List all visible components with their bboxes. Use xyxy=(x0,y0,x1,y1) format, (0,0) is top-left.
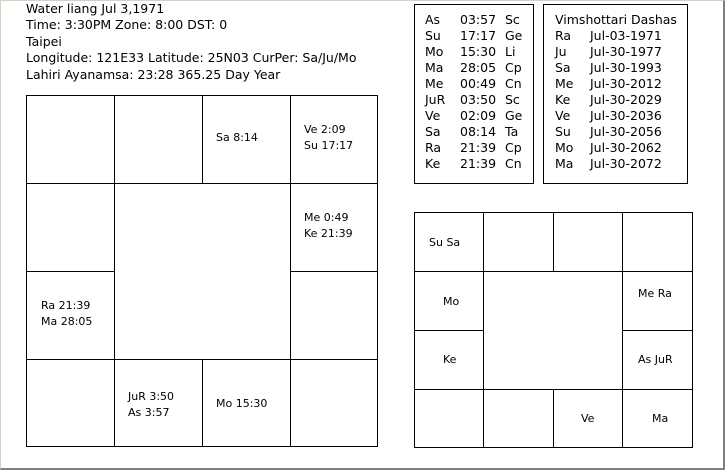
dasha-date: Jul-30-2029 xyxy=(590,92,662,107)
navamsa-cell-aries xyxy=(483,212,554,272)
planet-name: Me xyxy=(425,76,444,91)
planet-sign: Sc xyxy=(505,12,520,27)
navamsa-su-sa: Su Sa xyxy=(429,236,461,249)
dasha-lord: Ju xyxy=(555,44,567,59)
dasha-lord: Ve xyxy=(555,108,571,123)
navamsa-cell-leo xyxy=(622,330,693,390)
rasi-sa: Sa 8:14 xyxy=(216,131,258,144)
dashas-title: Vimshottari Dashas xyxy=(555,12,677,27)
planet-sign: Li xyxy=(505,44,516,59)
planet-row xyxy=(425,60,530,76)
dasha-row xyxy=(555,156,685,172)
planet-name: Sa xyxy=(425,124,441,139)
navamsa-center xyxy=(483,271,623,390)
planet-name: JuR xyxy=(425,92,446,107)
birth-place: Taipei xyxy=(26,34,62,49)
coordinates: Longitude: 121E33 Latitude: 25N03 CurPer: Sa/Ju/Mo xyxy=(26,50,357,65)
dasha-date: Jul-30-1993 xyxy=(590,60,662,75)
rasi-cell-pisces xyxy=(26,95,115,184)
dasha-date: Jul-30-2056 xyxy=(590,124,662,139)
rasi-ve: Ve 2:09 xyxy=(304,123,346,136)
rasi-as: As 3:57 xyxy=(128,406,170,419)
rasi-cell-aquarius xyxy=(26,183,115,272)
planet-sign: Ta xyxy=(505,124,519,139)
navamsa-cell-scorpio xyxy=(483,389,554,448)
dasha-date: Jul-30-1977 xyxy=(590,44,662,59)
dasha-row xyxy=(555,92,685,108)
navamsa-cell-taurus xyxy=(553,212,623,272)
navamsa-mo: Mo xyxy=(443,295,460,308)
navamsa-cell-aquarius xyxy=(414,271,484,331)
planet-pos: 00:49 xyxy=(460,76,497,91)
navamsa-cell-sagittarius xyxy=(414,389,484,448)
planet-name: Ve xyxy=(425,108,441,123)
planet-name: Ma xyxy=(425,60,444,75)
navamsa-cell-libra xyxy=(553,389,623,448)
rasi-me: Me 0:49 xyxy=(304,211,349,224)
rasi-mo: Mo 15:30 xyxy=(216,397,268,410)
dasha-lord: Sa xyxy=(555,60,571,75)
planet-name: Ke xyxy=(425,156,441,171)
dasha-lord: Me xyxy=(555,76,574,91)
navamsa-chart xyxy=(414,212,693,448)
dasha-row xyxy=(555,108,685,124)
planet-sign: Cn xyxy=(505,76,522,91)
planet-row xyxy=(425,44,530,60)
navamsa-cell-pisces xyxy=(414,212,484,272)
rasi-cell-gemini xyxy=(290,95,378,184)
navamsa-cell-gemini xyxy=(622,212,693,272)
birth-time: Time: 3:30PM Zone: 8:00 DST: 0 xyxy=(26,17,228,32)
planet-row xyxy=(425,140,530,156)
dasha-lord: Ke xyxy=(555,92,571,107)
planet-positions-box xyxy=(414,4,534,184)
navamsa-cell-cancer xyxy=(622,271,693,331)
planet-row xyxy=(425,108,530,124)
navamsa-me-ra: Me Ra xyxy=(638,287,672,300)
dasha-date: Jul-03-1971 xyxy=(590,28,662,43)
planet-pos: 03:50 xyxy=(460,92,497,107)
dasha-row xyxy=(555,76,685,92)
planet-row xyxy=(425,12,530,28)
rasi-su: Su 17:17 xyxy=(304,139,354,152)
planet-pos: 03:57 xyxy=(460,12,497,27)
rasi-ra: Ra 21:39 xyxy=(41,299,91,312)
dasha-date: Jul-30-2036 xyxy=(590,108,662,123)
rasi-cell-aries xyxy=(114,95,203,184)
dasha-lord: Mo xyxy=(555,140,574,155)
dasha-lord: Su xyxy=(555,124,571,139)
navamsa-as-jur: As JuR xyxy=(638,353,673,366)
rasi-cell-libra xyxy=(202,359,291,447)
planet-row xyxy=(425,76,530,92)
planet-sign: Ge xyxy=(505,108,523,123)
planet-sign: Cp xyxy=(505,140,522,155)
chart-name: Water liang Jul 3,1971 xyxy=(26,1,165,16)
rasi-ke: Ke 21:39 xyxy=(304,227,353,240)
planet-pos: 21:39 xyxy=(460,140,497,155)
planet-row xyxy=(425,156,530,172)
rasi-cell-cancer xyxy=(290,183,378,272)
rasi-center xyxy=(114,183,291,360)
planet-pos: 28:05 xyxy=(460,60,497,75)
dasha-date: Jul-30-2062 xyxy=(590,140,662,155)
navamsa-ke: Ke xyxy=(443,353,457,366)
planet-pos: 15:30 xyxy=(460,44,497,59)
planet-name: Mo xyxy=(425,44,444,59)
rasi-ma: Ma 28:05 xyxy=(41,315,93,328)
dasha-lord: Ra xyxy=(555,28,572,43)
planet-row xyxy=(425,124,530,140)
planet-name: Ra xyxy=(425,140,442,155)
planet-sign: Sc xyxy=(505,92,520,107)
ayanamsa: Lahiri Ayanamsa: 23:28 365.25 Day Year xyxy=(26,67,281,82)
planet-sign: Cp xyxy=(505,60,522,75)
dashas-box xyxy=(543,4,688,184)
rasi-cell-leo xyxy=(290,271,378,360)
dasha-date: Jul-30-2072 xyxy=(590,156,662,171)
dasha-row xyxy=(555,140,685,156)
dasha-row xyxy=(555,44,685,60)
rasi-jur: JuR 3:50 xyxy=(128,390,175,403)
planet-row xyxy=(425,92,530,108)
rasi-cell-sagittarius xyxy=(26,359,115,447)
dasha-date: Jul-30-2012 xyxy=(590,76,662,91)
dasha-row xyxy=(555,60,685,76)
navamsa-cell-capricorn xyxy=(414,330,484,390)
planet-positions-table xyxy=(425,12,530,172)
planet-name: As xyxy=(425,12,441,27)
planet-name: Su xyxy=(425,28,441,43)
rasi-cell-capricorn xyxy=(26,271,115,360)
dasha-lord: Ma xyxy=(555,156,574,171)
planet-sign: Ge xyxy=(505,28,523,43)
planet-sign: Cn xyxy=(505,156,522,171)
navamsa-ma: Ma xyxy=(652,412,669,425)
rasi-cell-scorpio xyxy=(114,359,203,447)
navamsa-cell-virgo xyxy=(622,389,693,448)
planet-pos: 08:14 xyxy=(460,124,497,139)
navamsa-ve: Ve xyxy=(581,412,595,425)
planet-row xyxy=(425,28,530,44)
rasi-cell-taurus xyxy=(202,95,291,184)
planet-pos: 17:17 xyxy=(460,28,497,43)
planet-pos: 21:39 xyxy=(460,156,497,171)
rasi-cell-virgo xyxy=(290,359,378,447)
rasi-chart xyxy=(26,95,378,447)
dasha-row xyxy=(555,28,685,44)
dasha-row xyxy=(555,124,685,140)
dashas-table xyxy=(555,12,685,172)
planet-pos: 02:09 xyxy=(460,108,497,123)
